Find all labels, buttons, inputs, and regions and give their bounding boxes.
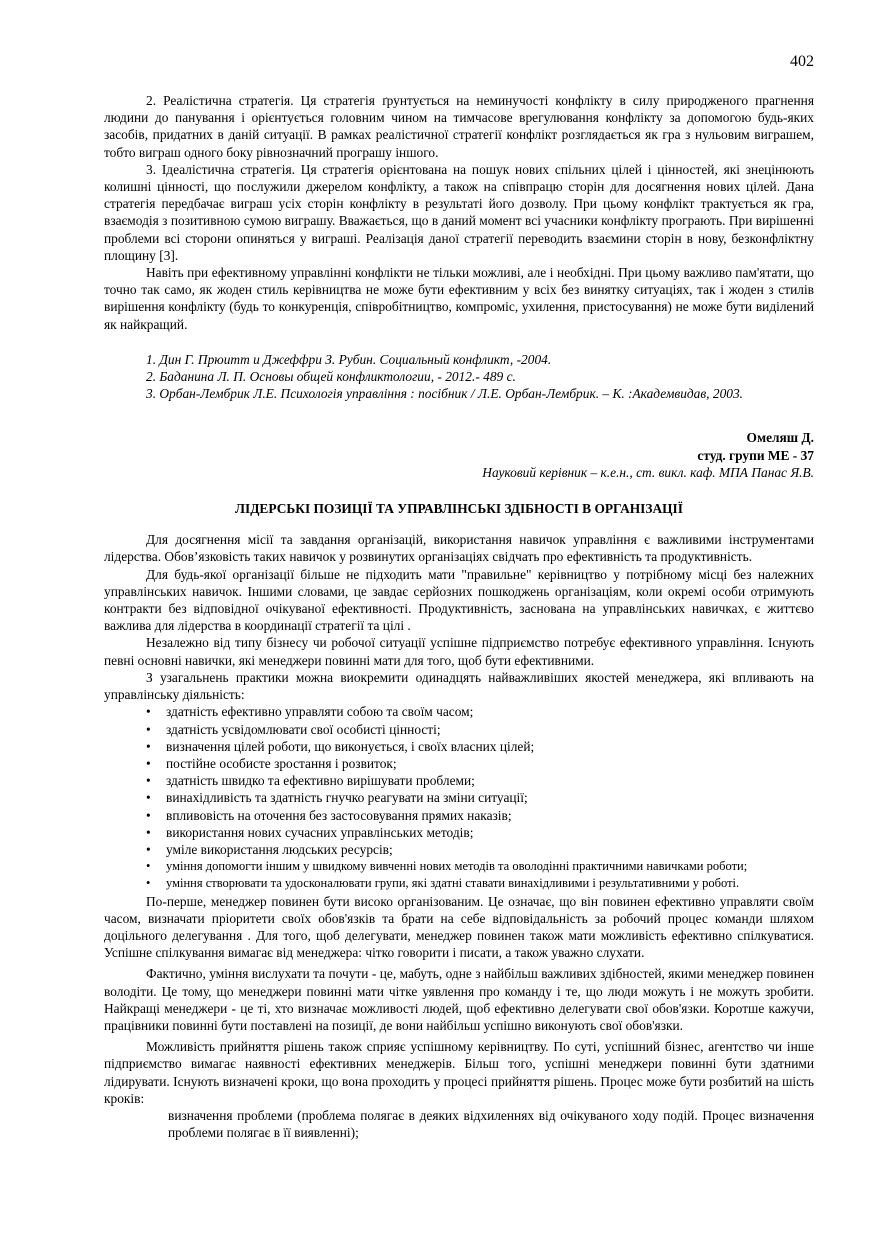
list-item: • здатність ефективно управляти собою та своїм часом; <box>146 703 814 720</box>
document-body <box>104 92 814 1141</box>
list-item: • здатність усвідомлювати свої особисті цінності; <box>146 721 814 738</box>
list-item: • постійне особисте зростання і розвиток; <box>146 755 814 772</box>
reference-item: 3. Орбан-Лембрик Л.Е. Психологія управління : посібник / Л.Е. Орбан-Лембрик. – К. :Академвидав, 2003. <box>146 386 744 402</box>
reference-list <box>146 351 814 403</box>
intro-paragraph: Для будь-якої організації більше не підходить мати "правильне" керівництво у потрібному місці без належних управлінських навичок. Іншими словами, це завдає серйозних пошкоджень організаціям, коли окремі особи отримують контракти без відповідної очікуваної ефективності. Продуктивність, заснована на управлінських навичках, є життєво важлива для лідерства в координації стратегії та цілі . <box>104 566 814 634</box>
list-item: • впливовість на оточення без застосовування прямих наказів; <box>146 807 814 824</box>
body-paragraph: По-перше, менеджер повинен бути високо організованим. Це означає, що він повинен ефективно управляти своїм часом, визначати пріоритети своїх обов'язків та брати на себе відповідальність за робочий процес команди шляхом доцільного делегування . Для того, щоб делегувати, менеджер повинен також мати можливість ефективно спілкуватися. Успішне спілкування вимагає від менеджера: чітко говорити і писати, а також уважно слухати. <box>104 893 814 961</box>
paragraph-realistic-strategy: 2. Реалістична стратегія. Ця стратегія ґрунтується на неминучості конфлікту в силу природженого прагнення людини до панування і орієнтується головним чином на тимчасове врегулювання конфлікту за допомогою будь-яких засобів, придатних в даній ситуації. В рамках реалістичної стратегії конфлікт розглядається як гра з нульовим виграшем, тобто виграш одного боку рівнозначний програшу іншого. <box>104 93 814 160</box>
paragraph-idealistic-strategy: 3. Ідеалістична стратегія. Ця стратегія орієнтована на пошук нових спільних цілей і цінностей, які знецінюють колишні цінності, що послужили джерелом конфлікту, а також на співпрацю сторін для досягнення нових цілей. Дана стратегія передбачає виграш усіх сторін конфлікту в результаті його дозволу. При цьому конфлікт трактується як гра, взаємодія з позитивною сумою виграшу. Вважається, що в даний момент всі учасники конфлікту програють. При вирішенні проблеми всі сторони опиняться у виграші. Реалізація даної стратегії переводить взаємини сторін в нову, безконфліктну площину [3]. <box>104 161 814 263</box>
intro-paragraph: Незалежно від типу бізнесу чи робочої ситуації успішне підприємство потребує ефективного управління. Існують певні основні навички, які менеджери повинні мати для того, щоб бути ефективними. <box>104 635 814 668</box>
article-title: ЛІДЕРСЬКІ ПОЗИЦІЇ ТА УПРАВЛІНСЬКІ ЗДІБНОСТІ В ОРГАНІЗАЦІЇ <box>235 501 683 517</box>
author-name: Омеляш Д. <box>746 430 814 446</box>
list-item: • використання нових сучасних управлінських методів; <box>146 824 814 841</box>
manager-qualities-list <box>104 703 814 892</box>
list-item: • уміле використання людських ресурсів; <box>146 841 814 858</box>
list-item: • винахідливість та здатність гнучко реагувати на зміни ситуації; <box>146 789 814 806</box>
list-item: • здатність швидко та ефективно вирішувати проблеми; <box>146 772 814 789</box>
reference-item: 2. Баданина Л. П. Основы общей конфликтологии, - 2012.- 489 с. <box>146 369 516 385</box>
intro-paragraph: Для досягнення місії та завдання організацій, використання навичок управління є важливими інструментами лідерства. Обов’язковість таких навичок у розвинутих організаціях свідчать про ефективність та продуктивність. <box>104 532 814 565</box>
author-group: студ. групи МЕ - 37 <box>697 447 814 463</box>
decision-step-item: визначення проблеми (проблема полягає в деяких відхиленнях від очікуваного ходу подій. Процес визначення проблеми полягає в її виявленні); <box>168 1107 814 1141</box>
list-item: • уміння допомогти іншим у швидкому вивченні нових методів та оволодінні практичними навичками роботи; <box>146 858 814 875</box>
author-block <box>104 429 814 481</box>
intro-paragraph: З узагальнень практики можна виокремити одинадцять найважливіших якостей менеджера, які впливають на управлінську діяльність: <box>104 669 814 703</box>
paragraph-conflict-management: Навіть при ефективному управлінні конфлікти не тільки можливі, але і необхідні. При цьому важливо пам'ятати, що точно так само, як жоден стиль керівництва не може бути ефективним у всіх без винятку ситуаціях, так і жоден з стилів вирішення конфлікту (будь то конкуренція, співробітництво, компроміс, ухилення, пристосування) не може бути виділений як найкращий. <box>104 265 814 332</box>
page-number: 402 <box>790 53 814 70</box>
supervisor-line: Науковий керівник – к.е.н., ст. викл. каф. МПА Панас Я.В. <box>482 464 814 480</box>
list-item: • визначення цілей роботи, що виконується, і своїх власних цілей; <box>146 738 814 755</box>
list-item: • уміння створювати та удосконалювати групи, які здатні ставати винахідливими і результативними у роботі. <box>146 875 814 892</box>
body-paragraph: Фактично, уміння вислухати та почути - це, мабуть, одне з найбільш важливих здібностей, якими менеджер повинен володіти. Це тому, що менеджери повинні мати чітке уявлення про команду і те, що люди можуть і не можуть зробити. Найкращі менеджери - це ті, хто визначає можливості людей, щоб ефективно делегувати свої обов'язки. Коротше кажучи, працівники повинні бути поставлені на позиції, де вони найбільш успішно виконують свої обов'язки. <box>104 966 814 1033</box>
reference-item: 1. Дин Г. Прюитт и Джеффри З. Рубин. Социальный конфликт, -2004. <box>146 351 552 367</box>
body-paragraph: Можливість прийняття рішень також сприяє успішному керівництву. По суті, успішний бізнес, агентство чи інше підприємство вимагає наявності ефективних менеджерів. Більш того, успішні менеджери повинні бути здатними лідирувати. Існують визначені кроки, що вона проходить у процесі прийняття рішень. Процес може бути розбитий на шість кроків: <box>104 1039 814 1106</box>
